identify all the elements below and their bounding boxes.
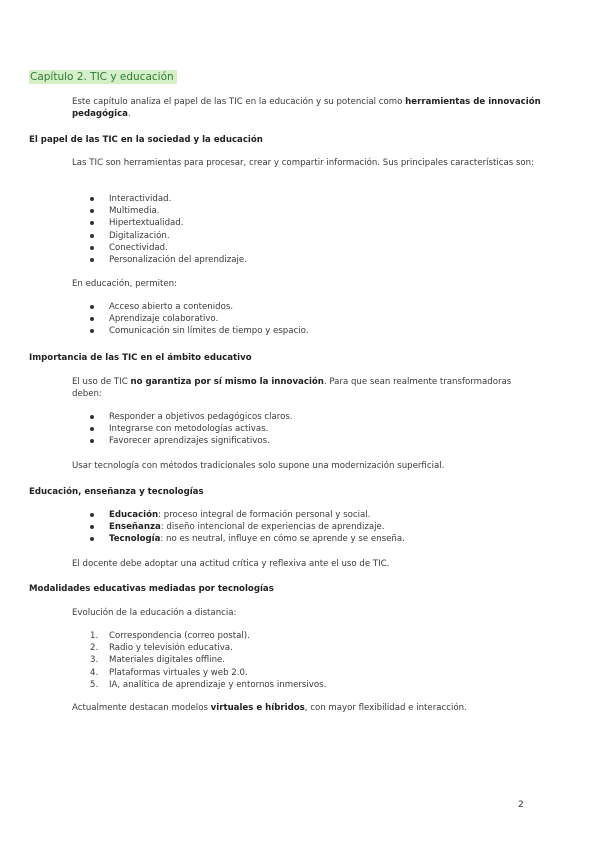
bullet-icon [90, 258, 94, 262]
bullet-icon [90, 305, 94, 309]
benefits-list [90, 301, 308, 338]
list-item: Hipertextualidad. [90, 217, 247, 229]
bullet-icon [90, 513, 94, 517]
section2-paragraph-2: Usar tecnología con métodos tradicionales solo supone una modernización superficial. [72, 461, 445, 471]
intro-paragraph: Este capítulo analiza el papel de las TIC en la educación y su potencial como herramientas de innovación pedagógica. [72, 97, 541, 119]
list-item: 5. IA, analítica de aprendizaje y entornos inmersivos. [90, 679, 327, 690]
bullet-icon [90, 246, 94, 250]
list-item: Comunicación sin límites de tiempo y espacio. [90, 325, 308, 337]
list-item: Favorecer aprendizajes significativos. [90, 435, 293, 447]
section-heading-modalidades: Modalidades educativas mediadas por tecnologías [29, 584, 274, 594]
bullet-icon [90, 221, 94, 225]
list-item: Enseñanza: diseño intencional de experiencias de aprendizaje. [90, 521, 405, 533]
list-item: Interactividad. [90, 193, 247, 205]
bullet-icon [90, 197, 94, 201]
list-item: Tecnología: no es neutral, influye en cómo se aprende y se enseña. [90, 533, 405, 545]
list-item: Educación: proceso integral de formación personal y social. [90, 509, 405, 521]
list-item: Conectividad. [90, 242, 247, 254]
section4-paragraph-2: Actualmente destacan modelos virtuales e híbridos, con mayor flexibilidad e interacción. [72, 703, 467, 713]
stages-list [90, 630, 326, 691]
section2-paragraph: El uso de TIC no garantiza por sí mismo la innovación. Para que sean realmente transformadoras deben: [72, 377, 512, 399]
chapter-title: Capítulo 2. TIC y educación [29, 70, 177, 84]
bullet-icon [90, 415, 94, 419]
bullet-icon [90, 234, 94, 238]
section-heading-importancia: Importancia de las TIC en el ámbito educativo [29, 353, 252, 363]
section3-paragraph: El docente debe adoptar una actitud crítica y reflexiva ante el uso de TIC. [72, 559, 390, 569]
list-item: Digitalización. [90, 230, 247, 242]
list-item: Aprendizaje colaborativo. [90, 313, 308, 325]
section1-paragraph: Las TIC son herramientas para procesar, crear y compartir información. Sus principales características son: [72, 158, 535, 168]
list-item: Acceso abierto a contenidos. [90, 301, 308, 313]
requirements-list [90, 411, 293, 448]
bullet-icon [90, 329, 94, 333]
list-item: 2. Radio y televisión educativa. [90, 643, 233, 654]
definitions-list [90, 509, 405, 546]
bullet-icon [90, 439, 94, 443]
list-item: Personalización del aprendizaje. [90, 254, 247, 266]
section-heading-educacion: Educación, enseñanza y tecnologías [29, 487, 204, 497]
list-item: Multimedia. [90, 205, 247, 217]
section4-paragraph: Evolución de la educación a distancia: [72, 608, 237, 618]
list-item: 1. Correspondencia (correo postal). [90, 631, 250, 641]
bullet-icon [90, 317, 94, 321]
bullet-icon [90, 525, 94, 529]
bullet-icon [90, 209, 94, 213]
list-item: Integrarse con metodologías activas. [90, 423, 293, 435]
bullet-icon [90, 427, 94, 431]
list-item: 3. Materiales digitales offline. [90, 655, 226, 666]
list-item: 4. Plataformas virtuales y web 2.0. [90, 667, 248, 678]
section1-paragraph-2: En educación, permiten: [72, 279, 177, 289]
list-item: Responder a objetivos pedagógicos claros. [90, 411, 293, 423]
characteristics-list [90, 193, 247, 266]
bullet-icon [90, 537, 94, 541]
page-number: 2 [518, 800, 524, 810]
section-heading-papel: El papel de las TIC en la sociedad y la educación [29, 135, 263, 145]
